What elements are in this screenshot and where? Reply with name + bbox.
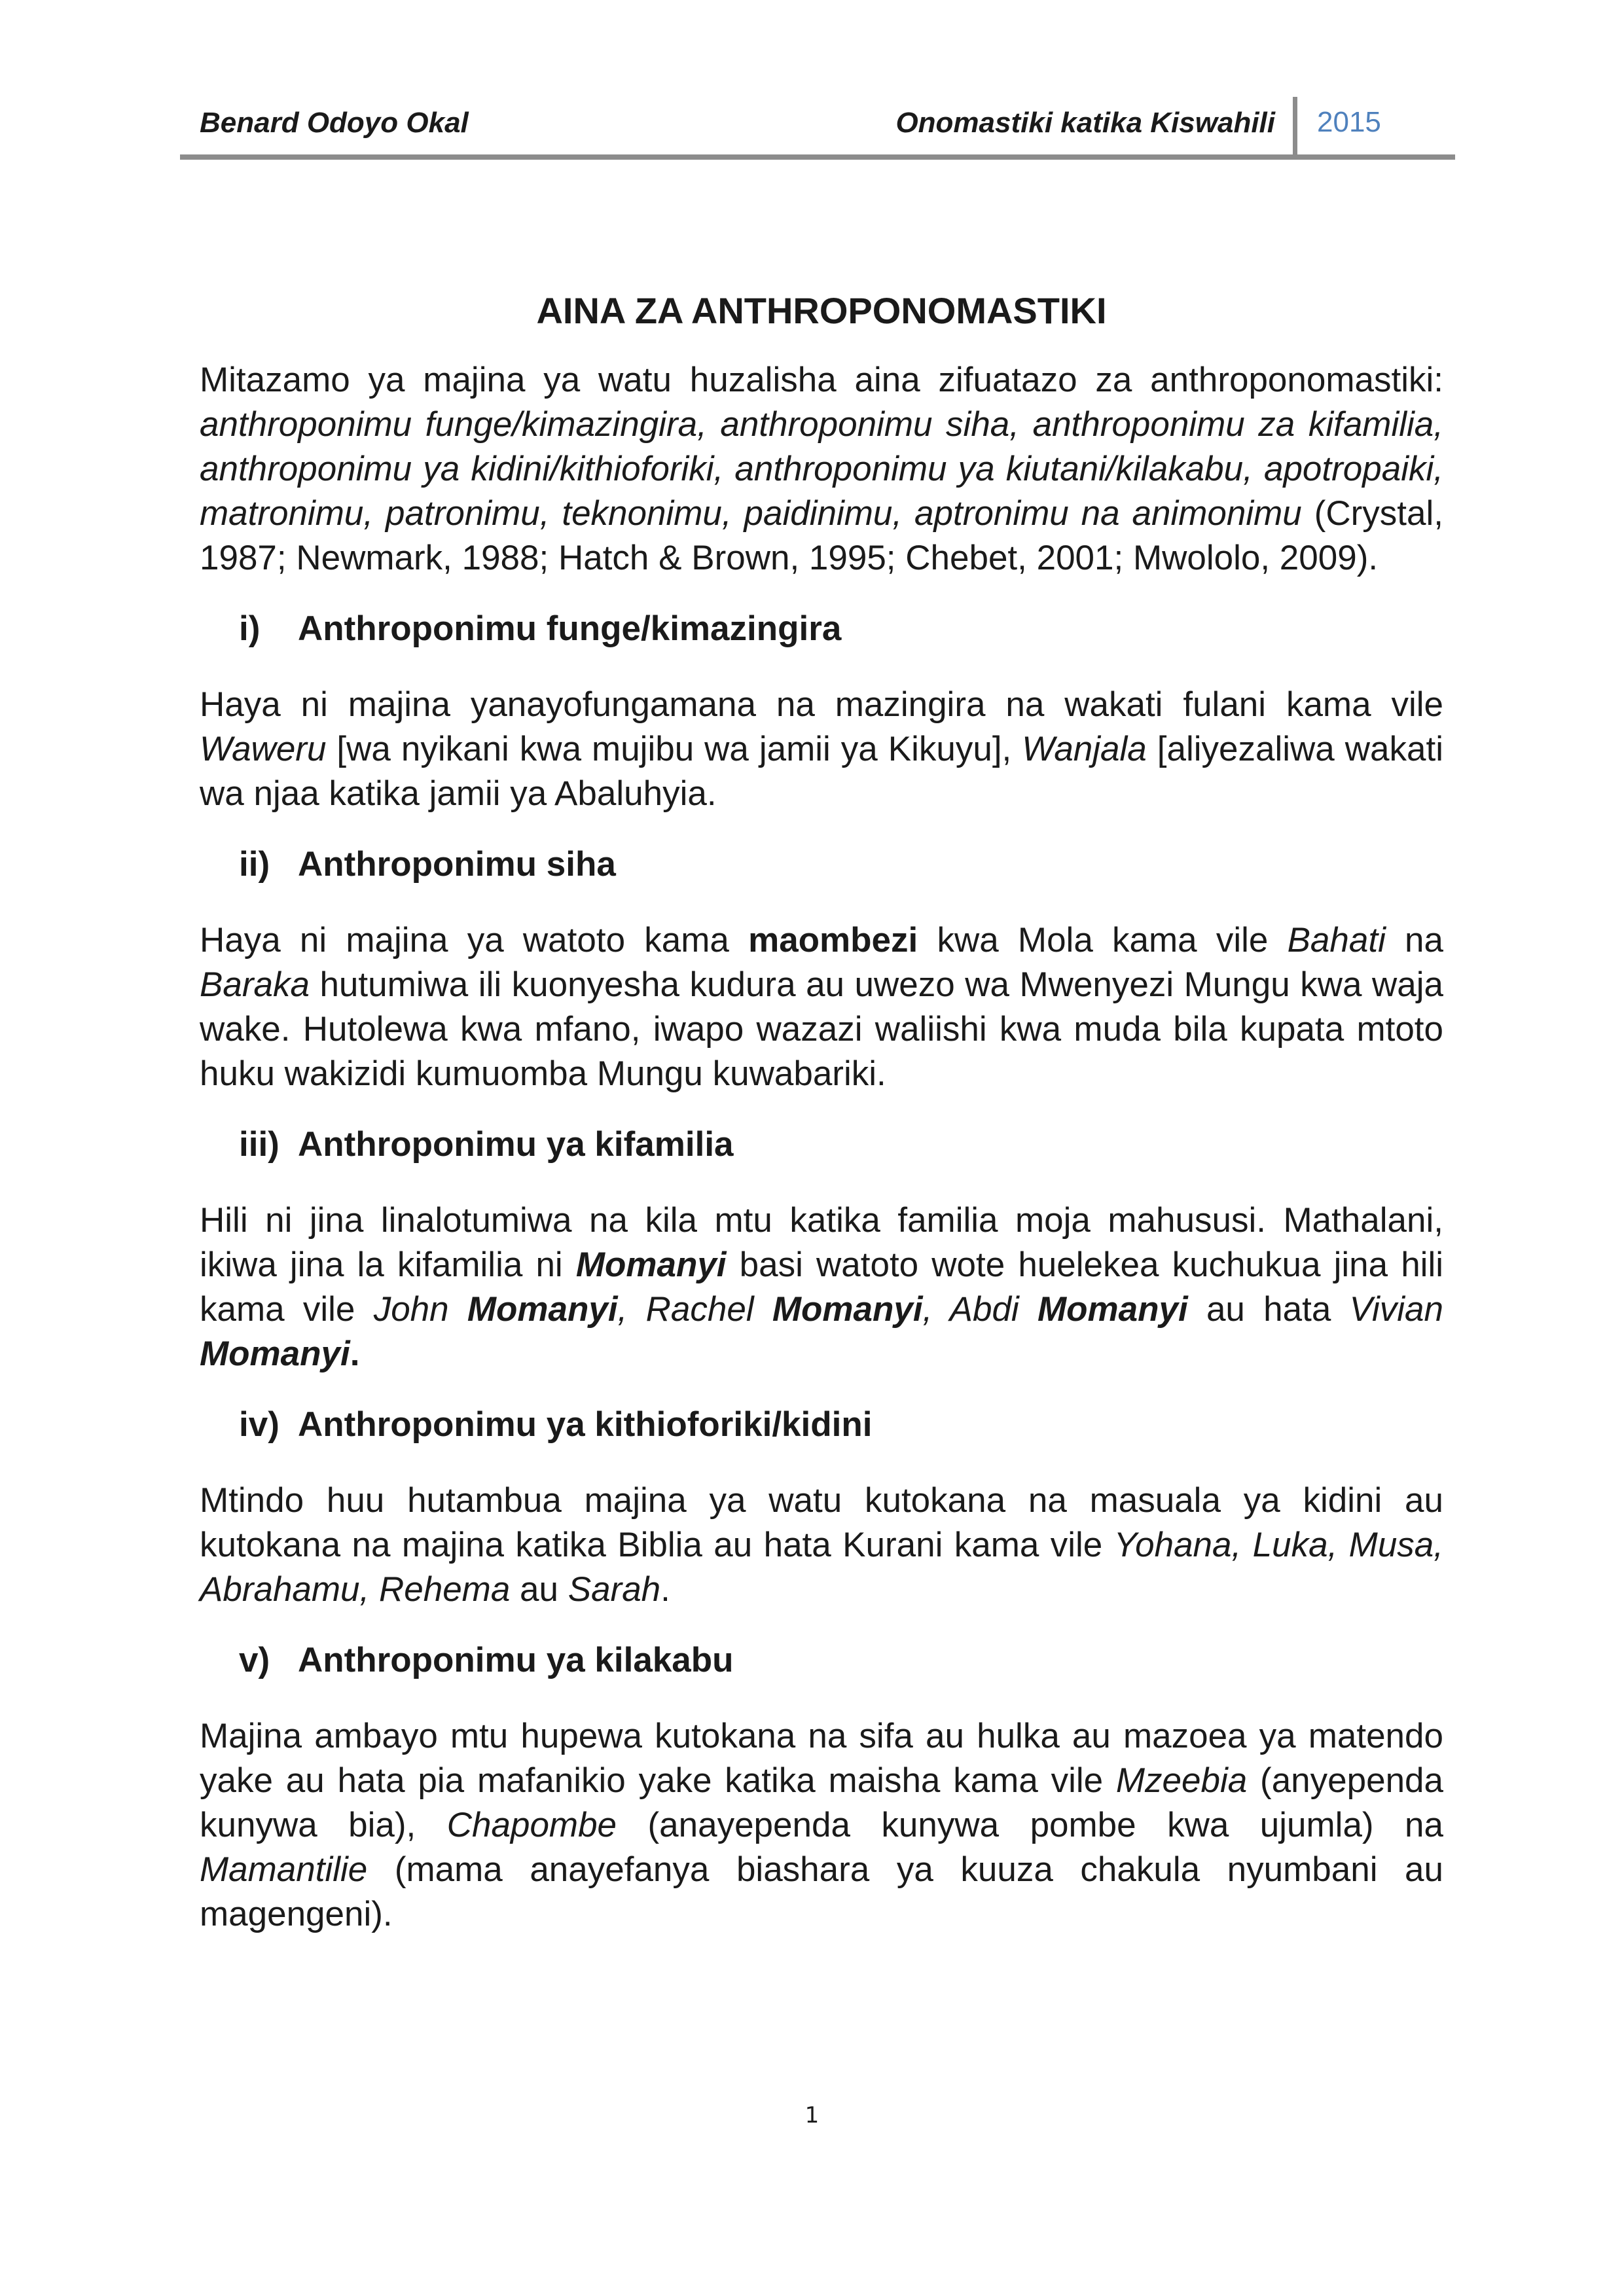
intro-paragraph [200,358,1443,581]
text-run: au [510,1570,568,1609]
bold-italic-name: Momanyi [772,1290,923,1329]
text-run: Majina ambayo mtu hupewa kutokana na sifa au hulka au mazoea ya matendo yake au hata pia mafanikio yake katika maisha kama vile [200,1717,1443,1800]
section-paragraph-iv [200,1479,1443,1612]
text-run: na [1385,921,1444,960]
text-run: Haya ni majina yanayofungamana na mazingira na wakati fulani kama vile [200,685,1443,724]
text-run: Hili ni jina linalotumiwa na kila mtu katika familia moja mahususi. Mathalani, ikiwa jina la kifamilia ni [200,1201,1443,1284]
italic-name: Wanjala [1022,730,1147,768]
italic-name: , Abdi [922,1290,1038,1329]
text-run: [aliyezaliwa wakati wa njaa katika jamii ya Abaluhyia. [200,730,1443,813]
section-heading-ii [200,842,1443,887]
bold-italic-name: Momanyi [1037,1290,1188,1329]
text-run: Haya ni majina ya watoto kama [200,921,749,960]
italic-name: Mamantilie [200,1850,368,1889]
text-run: hutumiwa ili kuonyesha kudura au uwezo wa Mwenyezi Mungu kwa waja wake. Hutolewa kwa mfano, iwapo wazazi waliishi kwa muda bila kupata mtoto huku wakizidi kumuomba Mungu kuwabariki. [200,965,1443,1093]
bold-italic-name: Momanyi [575,1246,727,1284]
section-number: iii) [239,1125,280,1164]
section-title: Anthroponimu siha [298,845,616,884]
italic-name: Sarah [568,1570,661,1609]
section-heading-iii [200,1122,1443,1167]
header-author: Benard Odoyo Okal [200,107,469,139]
section-paragraph-ii [200,918,1443,1096]
section-heading-i [200,607,1443,651]
header-vertical-divider [1293,97,1297,160]
italic-name: Vivian [1349,1290,1444,1329]
italic-name: Waweru [200,730,327,768]
italic-name: John [373,1290,467,1329]
section-paragraph-i [200,683,1443,816]
section-number: v) [239,1641,270,1679]
section-title: Anthroponimu ya kifamilia [298,1125,734,1164]
section-number: ii) [239,845,270,884]
header-rule [180,154,1455,160]
italic-name: , Rachel [617,1290,772,1329]
intro-citations: (Crystal, 1987; Newmark, 1988; Hatch & Brown, 1995; Chebet, 2001; Mwololo, 2009). [200,494,1444,577]
bold-period: . [350,1335,360,1373]
italic-name: Chapombe [446,1806,617,1844]
text-run: Mtindo huu hutambua majina ya watu kutokana na masuala ya kidini au kutokana na majina katika Biblia au hata Kurani kama vile [200,1481,1443,1564]
text-run: kwa Mola kama vile [918,921,1288,960]
section-paragraph-v [200,1714,1443,1937]
intro-italic-list: anthroponimu funge/kimazingira, anthroponimu siha, anthroponimu za kifamilia, anthroponimu ya kidini/kithioforiki, anthroponimu ya kiutani/kilakabu, apotropaiki, matronimu, patronimu, teknonimu, paidinimu, aptronimu na animonimu [200,405,1443,533]
page-number: 1 [804,2102,820,2128]
section-heading-iv [200,1403,1443,1447]
section-heading-v [200,1638,1443,1683]
section-title: Anthroponimu ya kilakabu [298,1641,734,1679]
text-run: (anyependa kunywa bia), [200,1761,1443,1844]
section-title: Anthroponimu ya kithioforiki/kidini [298,1405,873,1444]
text-run: basi watoto wote huelekea kuchukua jina hili kama vile [200,1246,1443,1329]
text-run: au hata [1187,1290,1350,1329]
section-paragraph-iii [200,1198,1443,1376]
text-run: . [660,1570,670,1609]
page-header [180,97,1455,162]
section-title: Anthroponimu funge/kimazingira [298,609,842,648]
page-title: AINA ZA ANTHROPONOMASTIKI [536,290,1107,331]
italic-name: Mzeebia [1115,1761,1248,1800]
section-number: iv) [239,1405,280,1444]
text-run: (mama anayefanya biashara ya kuuza chakula nyumbani au magengeni). [200,1850,1443,1933]
header-document-title: Onomastiki katika Kiswahili [895,107,1275,139]
text-run: (anayependa kunywa pombe kwa ujumla) na [617,1806,1443,1844]
italic-names: Yohana, Luka, Musa, Abrahamu, Rehema [200,1526,1443,1609]
section-number: i) [239,609,261,648]
page-content [200,278,1443,1937]
bold-italic-name: Momanyi [200,1335,350,1373]
text-run: [wa nyikani kwa mujibu wa jamii ya Kikuyu], [326,730,1022,768]
header-year: 2015 [1317,106,1381,138]
bold-italic-name: Momanyi [467,1290,618,1329]
intro-text: Mitazamo ya majina ya watu huzalisha aina zifuatazo za anthroponomastiki: [200,361,1443,399]
bold-term: maombezi [748,921,918,960]
italic-name: Baraka [200,965,310,1004]
italic-name: Bahati [1287,921,1386,960]
